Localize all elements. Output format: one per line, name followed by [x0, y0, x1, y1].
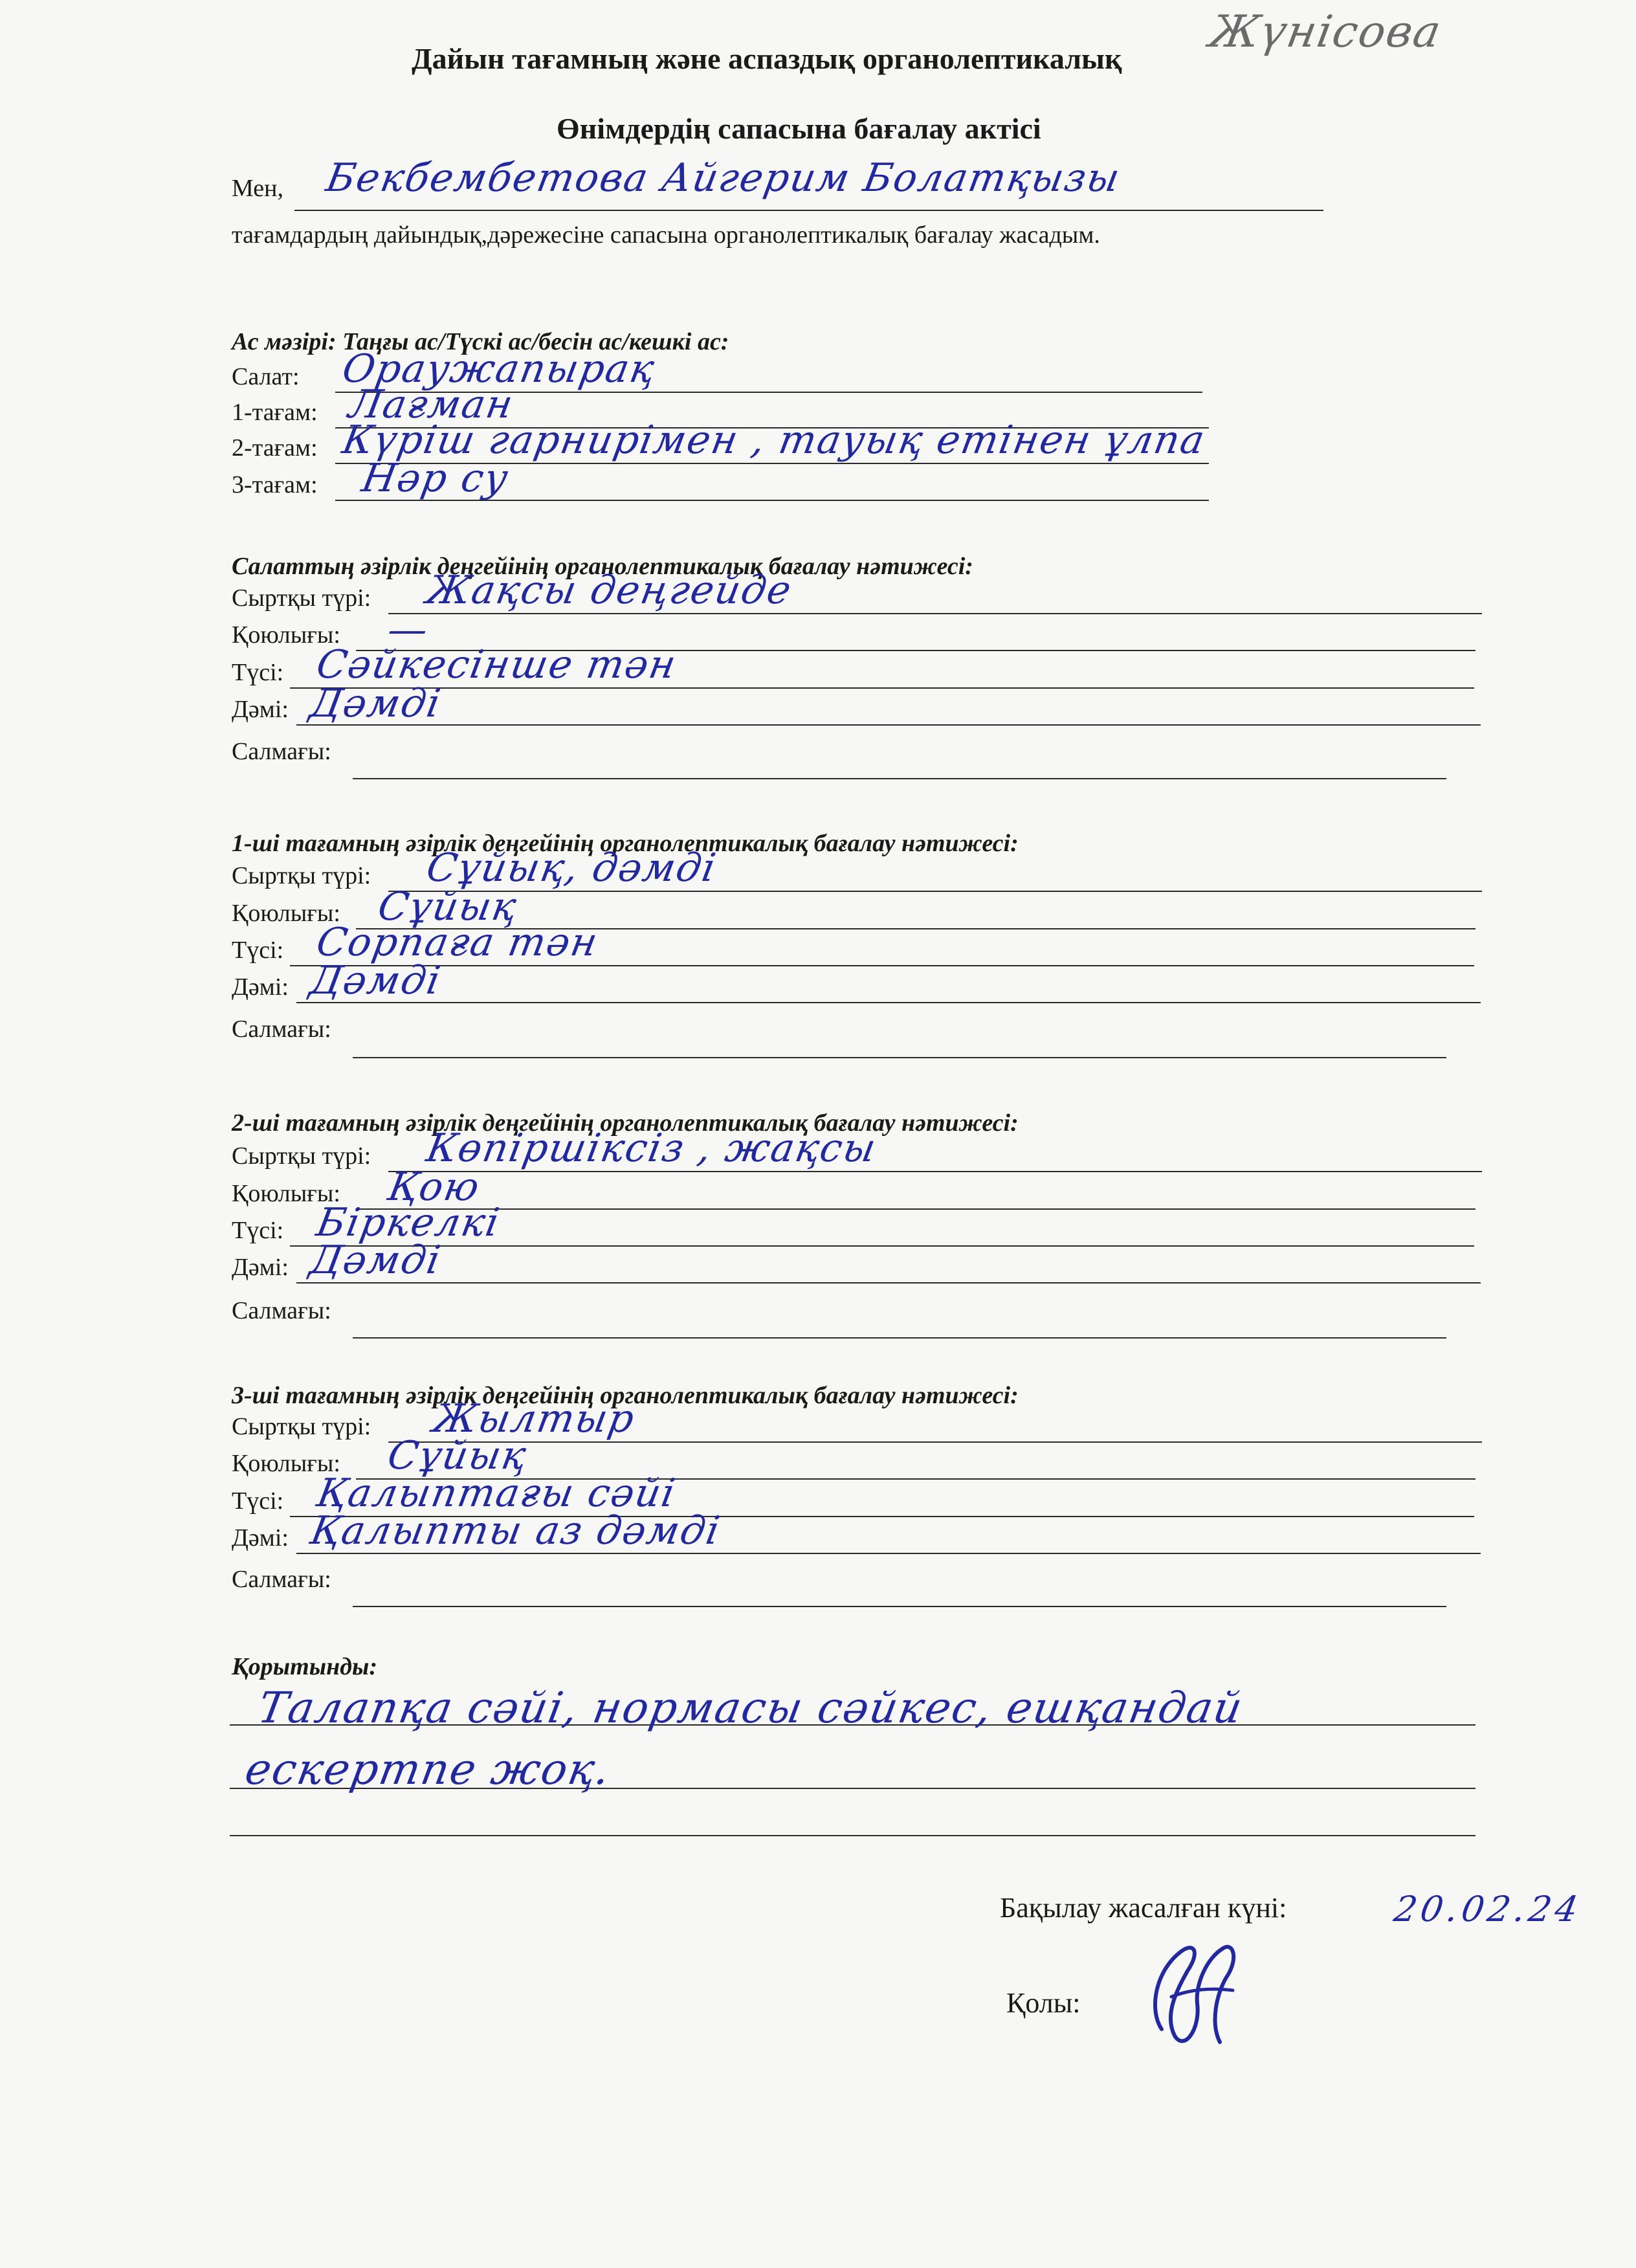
field-value: Сұйық — [374, 884, 522, 929]
section-dish1-heading: 1-ші тағамның әзірлік деңгейінің органолептикалық бағалау нәтижесі: — [232, 830, 1019, 857]
date-label: Бақылау жасалған күні: — [1000, 1892, 1287, 1924]
field-line — [290, 965, 1474, 966]
document-title-line1: Дайын тағамның және аспаздық органолептикалық — [412, 42, 1122, 75]
conclusion-text-line1: Талапқа сәйі, нормасы сәйкес, ешқандай — [254, 1683, 1247, 1733]
field-value: Біркелкі — [313, 1200, 504, 1245]
signature-mark — [1136, 1932, 1252, 2055]
field-label: Қоюлығы: — [232, 621, 340, 649]
field-value: Жылтыр — [429, 1396, 639, 1441]
field-line — [353, 1606, 1446, 1607]
field-line — [296, 724, 1481, 726]
field-value: Қалыптағы сәйі — [313, 1471, 680, 1516]
document-title-line2: Өнімдердің сапасына бағалау актісі — [557, 112, 1041, 145]
field-line — [388, 1171, 1482, 1172]
field-label: Қоюлығы: — [232, 1450, 340, 1477]
conclusion-line-3 — [230, 1835, 1476, 1836]
field-label: Қоюлығы: — [232, 1180, 340, 1207]
field-label: Салмағы: — [232, 1016, 331, 1043]
field-line — [290, 1245, 1474, 1247]
field-value: Сұйық — [384, 1433, 531, 1478]
field-label: Салмағы: — [232, 738, 331, 765]
menu-value-salad: Ораужапырақ — [338, 346, 659, 392]
field-label: Дәмі: — [232, 1524, 289, 1551]
field-line — [353, 778, 1446, 779]
field-value: Дәмді — [306, 1238, 445, 1283]
signature-label: Қолы: — [1006, 1987, 1081, 2019]
field-label: Дәмі: — [232, 973, 289, 1001]
field-label: Салмағы: — [232, 1566, 331, 1593]
field-line — [356, 1208, 1476, 1210]
field-line — [353, 1057, 1446, 1058]
field-line — [296, 1002, 1481, 1003]
field-label: Дәмі: — [232, 696, 289, 723]
menu-heading: Ас мәзірі: Таңғы ас/Түскі ас/бесін ас/кешкі ас: — [232, 328, 729, 355]
signature — [1136, 1932, 1252, 2055]
intro-name-handwritten: Бекбембетова Айгерим Болатқызы — [322, 155, 1124, 201]
date-value: 20.02.24 — [1391, 1889, 1586, 1929]
field-label: Сыртқы түрі: — [232, 862, 371, 889]
field-value: Көпіршіксіз , жақсы — [423, 1126, 881, 1171]
menu-label-dish1: 1-тағам: — [232, 399, 318, 426]
field-value: Дәмді — [306, 958, 445, 1003]
corner-note: Жүнісова — [1206, 6, 1446, 58]
field-value: — — [384, 607, 433, 652]
field-label: Қоюлығы: — [232, 900, 340, 927]
field-label: Салмағы: — [232, 1297, 331, 1324]
section-dish3-heading: 3-ші тағамның әзірлік деңгейінің органолептикалық бағалау нәтижесі: — [232, 1382, 1019, 1409]
field-line — [353, 1337, 1446, 1339]
field-label: Сыртқы түрі: — [232, 584, 371, 612]
menu-label-dish3: 3-тағам: — [232, 471, 318, 498]
field-label: Түсі: — [232, 659, 284, 686]
field-line — [388, 891, 1482, 892]
menu-label-dish2: 2-тағам: — [232, 434, 318, 461]
field-label: Сыртқы түрі: — [232, 1142, 371, 1170]
field-label: Түсі: — [232, 937, 284, 964]
menu-value-dish1: Лағман — [345, 382, 518, 427]
intro-prefix: Мен, — [232, 175, 283, 202]
field-value: Сорпаға тән — [313, 920, 602, 965]
field-line — [388, 613, 1482, 614]
section-dish2-heading: 2-ші тағамның әзірлік деңгейінің органолептикалық бағалау нәтижесі: — [232, 1109, 1019, 1137]
field-label: Түсі: — [232, 1217, 284, 1244]
field-label: Сыртқы түрі: — [232, 1413, 371, 1440]
field-value: Қалыпты аз дәмді — [306, 1508, 724, 1553]
intro-line2: тағамдардың дайындық,дәрежесіне сапасына органолептикалық бағалау жасадым. — [232, 221, 1100, 249]
field-label: Түсі: — [232, 1487, 284, 1515]
conclusion-text-line2: ескертпе жоқ. — [241, 1744, 615, 1794]
field-line — [296, 1282, 1481, 1284]
section-salad-heading: Салаттың әзірлік деңгейінің органолептикалық бағалау нәтижесі: — [232, 553, 973, 580]
field-line — [290, 687, 1474, 689]
field-line — [388, 1441, 1482, 1443]
field-value: Жақсы деңгейде — [423, 568, 796, 613]
field-value: Сұйық, дәмді — [423, 845, 720, 891]
menu-value-dish2: Күріш гарнирімен , тауық етінен ұлпа — [338, 417, 1210, 463]
field-value: Қою — [384, 1164, 484, 1210]
field-value: Сәйкесінше тән — [313, 642, 681, 687]
conclusion-heading: Қорытынды: — [232, 1653, 378, 1680]
field-label: Дәмі: — [232, 1254, 289, 1281]
menu-value-dish3: Нәр су — [358, 456, 513, 501]
field-value: Дәмді — [306, 681, 445, 726]
menu-label-salad: Салат: — [232, 363, 300, 390]
intro-name-line — [294, 210, 1323, 211]
